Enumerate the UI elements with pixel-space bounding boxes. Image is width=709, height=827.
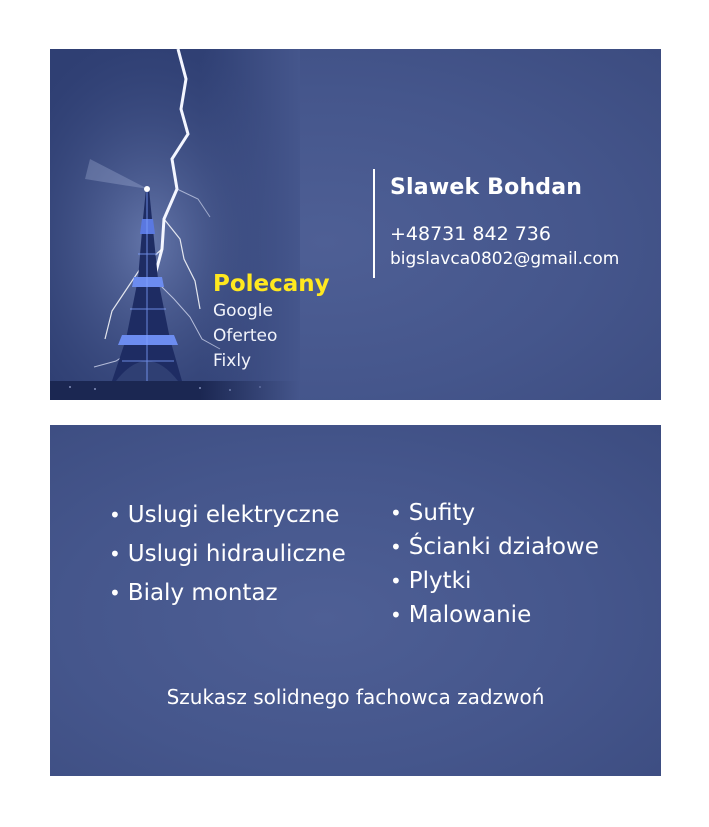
tagline: Szukasz solidnego fachowca zadzwoń <box>166 685 545 709</box>
bullet-icon: • <box>109 541 121 566</box>
service-label: Uslugi elektryczne <box>127 501 340 528</box>
service-item <box>390 530 599 564</box>
service-label: Ścianki działowe <box>408 534 599 560</box>
recommended-item: Fixly <box>213 351 252 371</box>
bullet-icon: • <box>109 502 121 527</box>
bullet-icon: • <box>390 569 402 593</box>
recommended-item: Google <box>213 301 273 321</box>
service-label: Malowanie <box>408 602 532 628</box>
bullet-icon: • <box>390 501 402 525</box>
business-card-back <box>50 425 661 776</box>
services-list-left <box>109 495 346 612</box>
service-item <box>390 598 599 632</box>
bullet-icon: • <box>109 580 121 605</box>
bullet-icon: • <box>390 535 402 559</box>
business-card-front <box>50 49 661 400</box>
services-list-right <box>390 496 599 632</box>
recommended-item: Oferteo <box>213 326 278 346</box>
service-item <box>109 495 346 534</box>
service-item <box>390 496 599 530</box>
service-label: Sufity <box>408 500 476 526</box>
contact-block <box>390 172 619 271</box>
service-label: Uslugi hidrauliczne <box>127 540 346 567</box>
service-item <box>390 564 599 598</box>
recommended-section <box>213 269 330 374</box>
recommended-heading: Polecany <box>213 271 330 297</box>
bullet-icon: • <box>390 603 402 627</box>
person-name: Slawek Bohdan <box>390 175 583 200</box>
email-address: bigslavca0802@gmail.com <box>390 249 620 269</box>
service-label: Plytki <box>408 568 472 594</box>
vertical-divider <box>373 169 375 278</box>
service-label: Bialy montaz <box>127 579 278 606</box>
service-item <box>109 573 346 612</box>
phone-number: +48731 842 736 <box>390 223 551 245</box>
service-item <box>109 534 346 573</box>
